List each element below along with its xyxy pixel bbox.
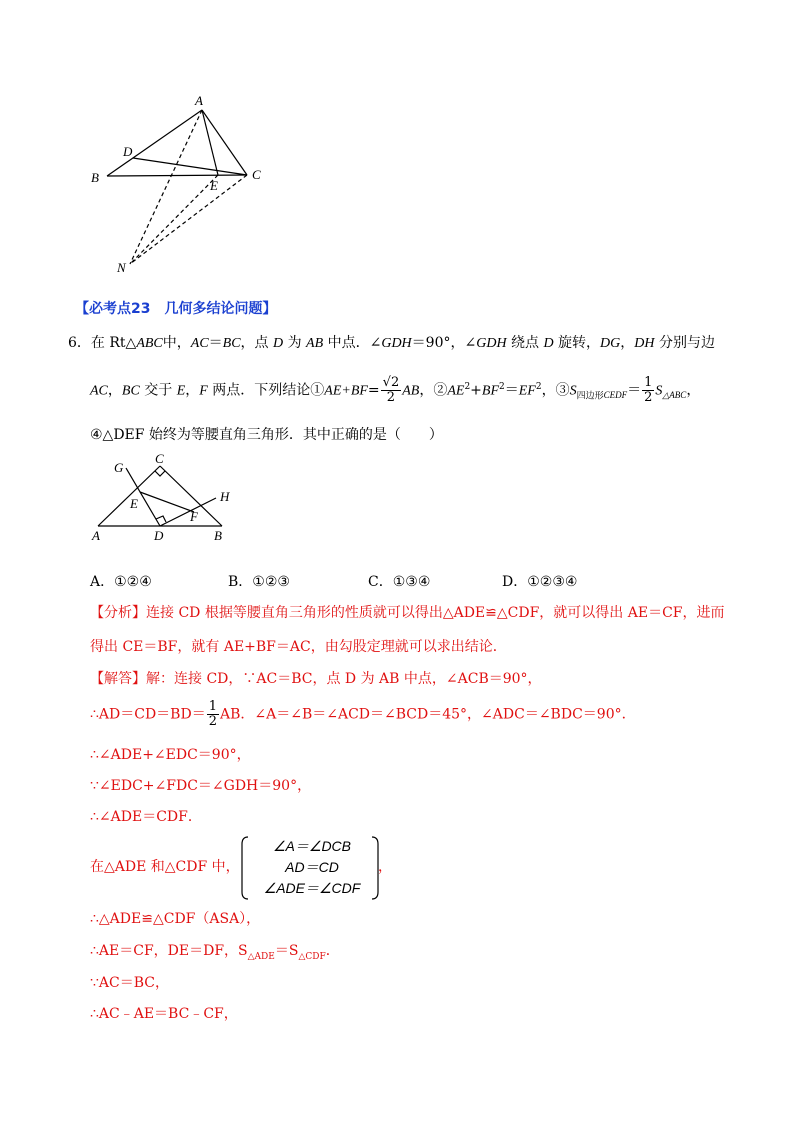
- label-b: B: [214, 528, 222, 542]
- answer-options: [90, 571, 577, 591]
- problem-text: BC: [222, 336, 241, 351]
- problem-text: 交于: [139, 382, 177, 399]
- subscript: 四边形: [576, 391, 604, 402]
- fraction-denominator: 2: [386, 390, 396, 405]
- label-d: D: [123, 144, 133, 159]
- analysis-line-1: [90, 602, 725, 622]
- label-f: F: [190, 509, 198, 524]
- option-letter: A．: [90, 574, 115, 590]
- problem-text: 为: [283, 335, 307, 351]
- system-rows: [254, 836, 370, 899]
- right-angle-mark-c: [155, 471, 165, 476]
- problem-text: AE+BF: [324, 383, 368, 399]
- solution-line-1: [90, 668, 542, 688]
- solution-line-3: ∴∠ADE+∠EDC＝90°，: [90, 747, 251, 763]
- segment-bc: [107, 175, 247, 176]
- fraction-sqrt2-over-2: [381, 376, 402, 405]
- label-g: G: [114, 460, 124, 475]
- problem-text: S: [569, 383, 577, 399]
- solution-line-6: 在△ADE 和△CDF 中，: [90, 859, 240, 875]
- problem-text: 旋转，: [553, 335, 601, 351]
- problem-text: 中，: [162, 335, 191, 351]
- problem-text: ，: [686, 382, 701, 399]
- label-e: E: [210, 178, 218, 193]
- superscript: 2: [499, 381, 505, 392]
- problem-text: ＝90°，∠: [411, 335, 477, 351]
- problem-number: 6．: [68, 335, 91, 351]
- solution-tag: 【解答】: [90, 671, 146, 687]
- problem-text: GDH: [381, 336, 412, 351]
- left-brace: [240, 836, 250, 900]
- label-c: C: [252, 167, 261, 182]
- fraction-numerator: 1: [208, 699, 217, 714]
- option-text: ①②④: [114, 574, 152, 590]
- solution-text: ＝S: [274, 943, 299, 959]
- problem-text: ，: [107, 382, 122, 399]
- system-row: ∠A＝∠DCB: [273, 838, 351, 854]
- fraction-one-half: [642, 376, 654, 405]
- analysis-line-2: 得出 CE＝BF，就有 AE+BF＝AC，由勾股定理就可以求出结论．: [90, 639, 507, 655]
- analysis-text: 连接 CD 根据等腰直角三角形的性质就可以得出△ADE≌△CDF，就可以得出 AE＝CF，进而: [146, 605, 725, 621]
- problem-text: ，点: [240, 335, 273, 351]
- label-n: N: [117, 260, 126, 275]
- label-a: A: [92, 528, 100, 542]
- segment-cn: [130, 175, 247, 264]
- problem-line-2: [90, 376, 700, 405]
- problem-text: +: [470, 382, 482, 399]
- problem-text: ，②: [419, 382, 448, 399]
- problem-text: BC: [121, 383, 140, 399]
- fraction-one-half: [207, 700, 219, 729]
- superscript: 2: [464, 381, 471, 392]
- solution-text: ∴AE＝CF，DE＝DF，S: [90, 943, 248, 959]
- problem-text: ＝: [627, 382, 642, 399]
- figure-2-rotating-angle-diagram: [88, 452, 248, 542]
- segment-an: [130, 110, 202, 264]
- label-e: E: [130, 496, 138, 511]
- option-a[interactable]: [90, 571, 228, 591]
- problem-text: AC: [190, 336, 209, 351]
- problem-text: 分别与边: [654, 335, 715, 351]
- option-letter: B．: [228, 574, 253, 590]
- problem-text: BF: [481, 383, 500, 399]
- problem-text: DH: [634, 336, 655, 351]
- solution-line-5: ∴∠ADE＝CDF．: [90, 809, 202, 825]
- option-text: ①②③: [252, 574, 290, 590]
- problem-text: EF: [518, 383, 536, 399]
- analysis-tag: 【分析】: [90, 605, 146, 621]
- option-text: ①③④: [392, 574, 431, 590]
- problem-text: AB: [402, 383, 420, 399]
- solution-line-8: [90, 940, 340, 962]
- figure-1-triangle-diagram: [85, 88, 270, 283]
- problem-text: AC: [90, 383, 108, 399]
- system-row: ∠ADE＝∠CDF: [263, 880, 361, 896]
- fraction-numerator: √2: [382, 375, 400, 390]
- fraction-denominator: 2: [644, 390, 653, 405]
- segment-dc: [133, 158, 247, 175]
- solution-text: ．: [325, 943, 340, 959]
- problem-text: 绕点: [506, 335, 544, 351]
- label-d: D: [154, 528, 164, 542]
- section-heading: 【必考点23 几何多结论问题】: [75, 301, 277, 317]
- problem-text: ，: [620, 335, 635, 351]
- segment-en: [130, 175, 218, 264]
- option-b[interactable]: [228, 571, 368, 591]
- subscript: CEDF: [603, 390, 628, 401]
- problem-text: GDH: [476, 336, 507, 351]
- problem-text: F: [199, 383, 208, 399]
- label-b: B: [91, 170, 99, 185]
- problem-text: =: [367, 382, 380, 399]
- subscript: △ABC: [662, 390, 687, 401]
- label-a: A: [195, 93, 203, 108]
- segment-ae: [202, 110, 218, 175]
- superscript: 2: [535, 381, 542, 392]
- fraction-numerator: 1: [644, 375, 653, 390]
- problem-text: 中点．∠: [323, 335, 382, 351]
- option-text: ①②③④: [527, 574, 578, 590]
- solution-line-9: ∵AC＝BC，: [90, 975, 169, 991]
- solution-line-4: ∵∠EDC+∠FDC＝∠GDH＝90°，: [90, 778, 312, 794]
- option-d[interactable]: [502, 571, 577, 591]
- solution-text: ∴AD＝CD＝BD＝: [90, 706, 206, 723]
- label-h: H: [220, 489, 230, 504]
- problem-line-3: ④△DEF 始终为等腰直角三角形．其中正确的是（ ）: [90, 427, 443, 443]
- solution-line-2: [90, 700, 636, 729]
- fraction-denominator: 2: [208, 714, 217, 729]
- problem-text: ，: [185, 382, 200, 399]
- problem-text: DG: [600, 336, 621, 351]
- problem-text: ＝: [208, 335, 223, 351]
- problem-text: ，③: [541, 382, 570, 399]
- option-c[interactable]: [368, 571, 502, 591]
- problem-text: ＝: [504, 382, 519, 399]
- problem-line-1: [68, 332, 715, 352]
- subscript: △ADE: [247, 951, 275, 962]
- problem-text: S: [655, 383, 663, 399]
- problem-text: AE: [447, 383, 465, 399]
- problem-text: D: [543, 336, 554, 351]
- solution-line-10: ∴AC﹣AE＝BC﹣CF，: [90, 1006, 238, 1022]
- segment-ac: [202, 110, 247, 175]
- problem-text: D: [273, 336, 284, 351]
- option-letter: D．: [502, 574, 528, 590]
- system-row: AD＝CD: [285, 859, 339, 875]
- subscript: △CDF: [298, 951, 326, 962]
- solution-text: AB．∠A＝∠B＝∠ACD＝∠BCD＝45°，∠ADC＝∠BDC＝90°．: [219, 706, 636, 723]
- problem-text: E: [176, 383, 186, 399]
- problem-text: 两点．下列结论①: [207, 382, 325, 399]
- segment-ef: [140, 492, 194, 512]
- problem-text: ABC: [136, 336, 163, 351]
- problem-text: 在 Rt△: [90, 335, 137, 351]
- problem-text: AB: [306, 336, 324, 351]
- solution-text: ，: [378, 859, 392, 875]
- label-c: C: [155, 452, 164, 466]
- solution-line-7: ∴△ADE≌△CDF（ASA），: [90, 911, 261, 927]
- option-letter: C．: [368, 574, 393, 590]
- solution-text: 解：连接 CD，∵AC＝BC，点 D 为 AB 中点，∠ACB＝90°，: [146, 671, 542, 687]
